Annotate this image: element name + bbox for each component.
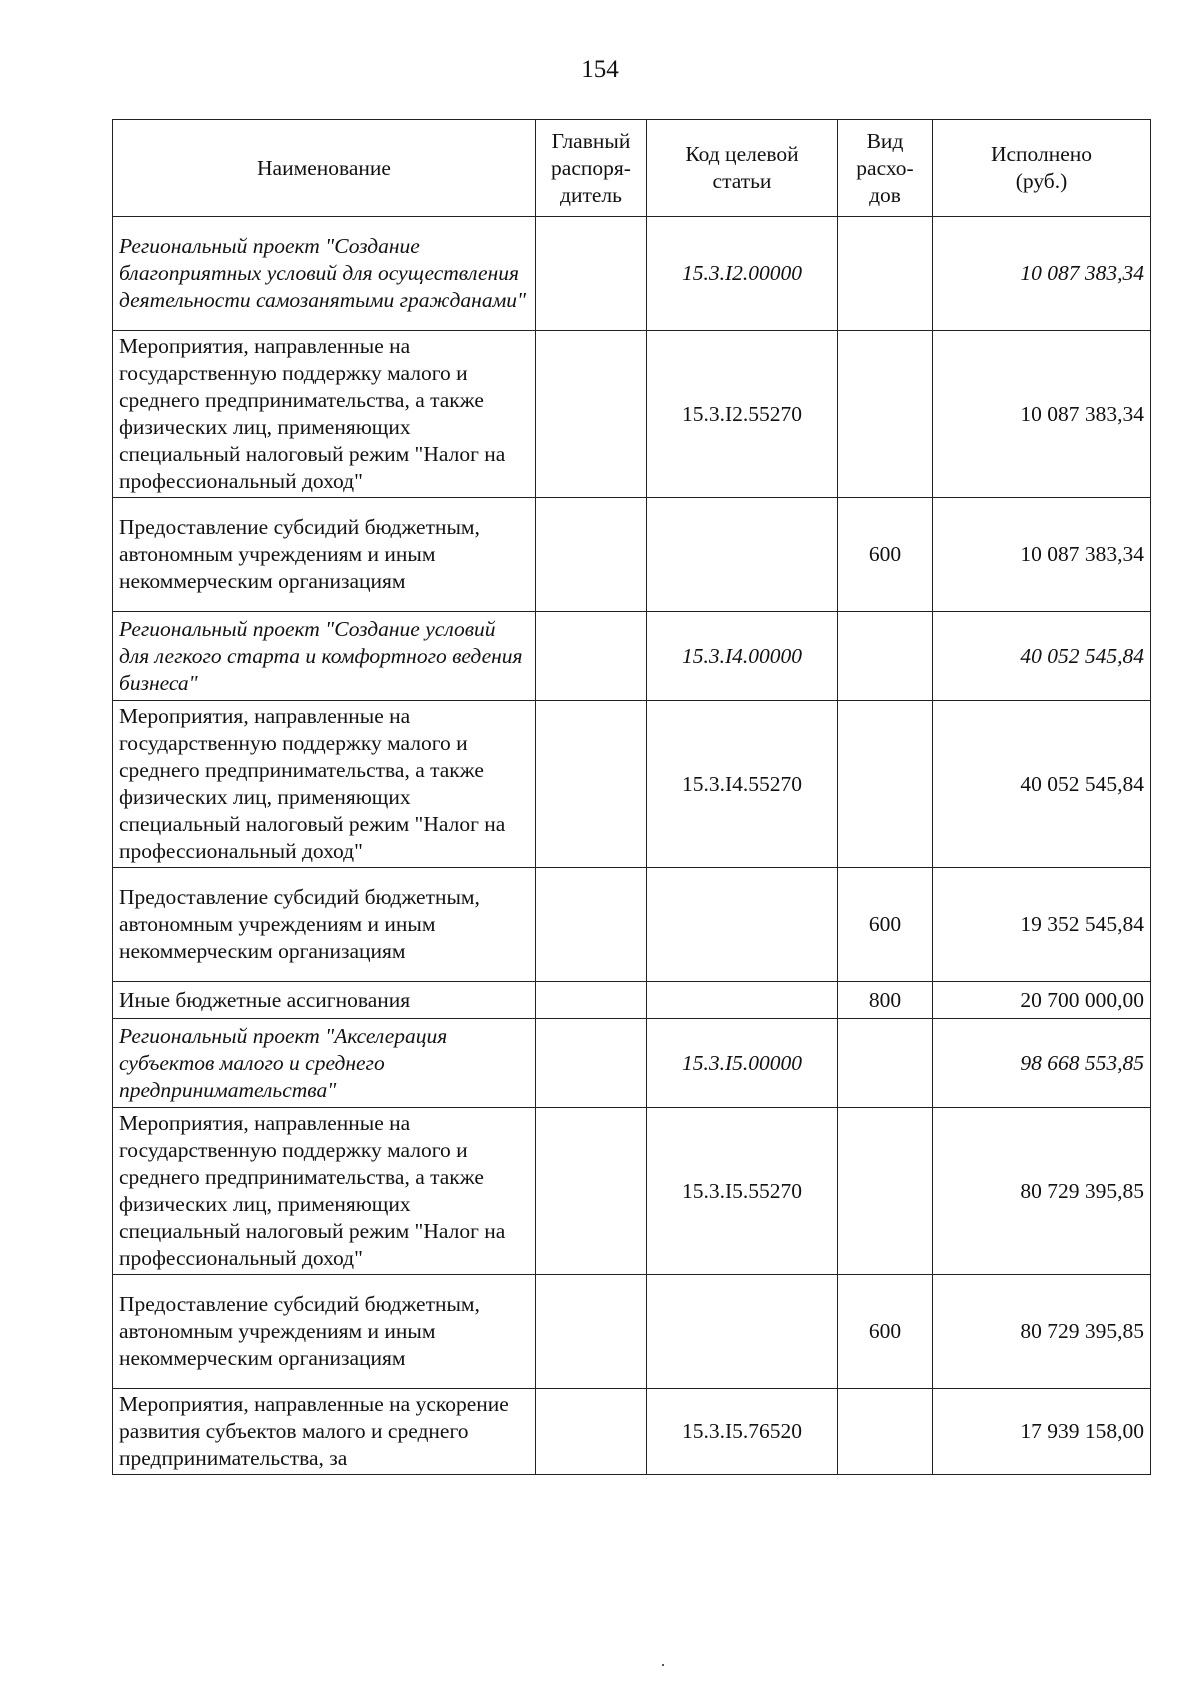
cell-code: [647, 982, 838, 1019]
cell-code: 15.3.I2.00000: [647, 217, 838, 331]
table-row: [113, 612, 1151, 701]
cell-code: 15.3.I4.55270: [647, 701, 838, 868]
cell-grbs: [536, 982, 647, 1019]
budget-execution-table: [112, 119, 1151, 1475]
cell-vid: 600: [838, 498, 933, 612]
header-code: Код целевой статьи: [647, 120, 838, 217]
cell-grbs: [536, 217, 647, 331]
cell-grbs: [536, 612, 647, 701]
cell-amount: 19 352 545,84: [933, 868, 1151, 982]
cell-grbs: [536, 1389, 647, 1475]
cell-amount: 80 729 395,85: [933, 1108, 1151, 1275]
table-row: [113, 1108, 1151, 1275]
cell-vid: [838, 217, 933, 331]
cell-code: 15.3.I5.55270: [647, 1108, 838, 1275]
cell-vid: [838, 331, 933, 498]
cell-name: Мероприятия, направленные на государственную поддержку малого и среднего предпринимательства, а также физических лиц, применяющих специальный налоговый режим "Налог на профессиональный доход": [113, 331, 536, 498]
header-amount: Исполнено (руб.): [933, 120, 1151, 217]
cell-name: Предоставление субсидий бюджетным, автономным учреждениям и иным некоммерческим организациям: [113, 1275, 536, 1389]
table-header-row: [113, 120, 1151, 217]
cell-name: Мероприятия, направленные на государственную поддержку малого и среднего предпринимательства, а также физических лиц, применяющих специальный налоговый режим "Налог на профессиональный доход": [113, 701, 536, 868]
cell-grbs: [536, 331, 647, 498]
table-row: [113, 498, 1151, 612]
cell-grbs: [536, 1108, 647, 1275]
scan-speck: [662, 1664, 664, 1666]
table-row: [113, 701, 1151, 868]
cell-grbs: [536, 1275, 647, 1389]
cell-vid: 800: [838, 982, 933, 1019]
table-row: [113, 331, 1151, 498]
cell-code: 15.3.I2.55270: [647, 331, 838, 498]
cell-name: Мероприятия, направленные на ускорение развития субъектов малого и среднего предпринимательства, за: [113, 1389, 536, 1475]
table-row: [113, 1275, 1151, 1389]
table-row: [113, 868, 1151, 982]
header-grbs: Главный распоря- дитель: [536, 120, 647, 217]
cell-name: Иные бюджетные ассигнования: [113, 982, 536, 1019]
cell-amount: 17 939 158,00: [933, 1389, 1151, 1475]
cell-amount: 98 668 553,85: [933, 1019, 1151, 1108]
table-row: [113, 1019, 1151, 1108]
cell-grbs: [536, 1019, 647, 1108]
cell-code: 15.3.I5.00000: [647, 1019, 838, 1108]
cell-vid: [838, 701, 933, 868]
header-vid: Вид расхо- дов: [838, 120, 933, 217]
cell-grbs: [536, 868, 647, 982]
cell-code: 15.3.I4.00000: [647, 612, 838, 701]
cell-code: [647, 1275, 838, 1389]
cell-vid: [838, 1108, 933, 1275]
cell-amount: 40 052 545,84: [933, 612, 1151, 701]
header-name: Наименование: [113, 120, 536, 217]
cell-name: Предоставление субсидий бюджетным, автономным учреждениям и иным некоммерческим организациям: [113, 868, 536, 982]
cell-name: Региональный проект "Создание благоприятных условий для осуществления деятельности самозанятыми гражданами": [113, 217, 536, 331]
cell-grbs: [536, 498, 647, 612]
cell-amount: 10 087 383,34: [933, 217, 1151, 331]
table-row: [113, 982, 1151, 1019]
cell-name: Мероприятия, направленные на государственную поддержку малого и среднего предпринимательства, а также физических лиц, применяющих специальный налоговый режим "Налог на профессиональный доход": [113, 1108, 536, 1275]
cell-grbs: [536, 701, 647, 868]
cell-vid: [838, 1389, 933, 1475]
cell-code: [647, 498, 838, 612]
cell-name: Предоставление субсидий бюджетным, автономным учреждениям и иным некоммерческим организациям: [113, 498, 536, 612]
cell-amount: 80 729 395,85: [933, 1275, 1151, 1389]
cell-amount: 10 087 383,34: [933, 331, 1151, 498]
table-row: [113, 1389, 1151, 1475]
cell-name: Региональный проект "Акселерация субъектов малого и среднего предпринимательства": [113, 1019, 536, 1108]
cell-amount: 10 087 383,34: [933, 498, 1151, 612]
cell-code: [647, 868, 838, 982]
cell-code: 15.3.I5.76520: [647, 1389, 838, 1475]
cell-vid: 600: [838, 1275, 933, 1389]
page-number: 154: [581, 56, 619, 83]
cell-vid: 600: [838, 868, 933, 982]
cell-amount: 20 700 000,00: [933, 982, 1151, 1019]
table-row: [113, 217, 1151, 331]
cell-name: Региональный проект "Создание условий для легкого старта и комфортного ведения бизнеса": [113, 612, 536, 701]
cell-vid: [838, 612, 933, 701]
cell-vid: [838, 1019, 933, 1108]
cell-amount: 40 052 545,84: [933, 701, 1151, 868]
